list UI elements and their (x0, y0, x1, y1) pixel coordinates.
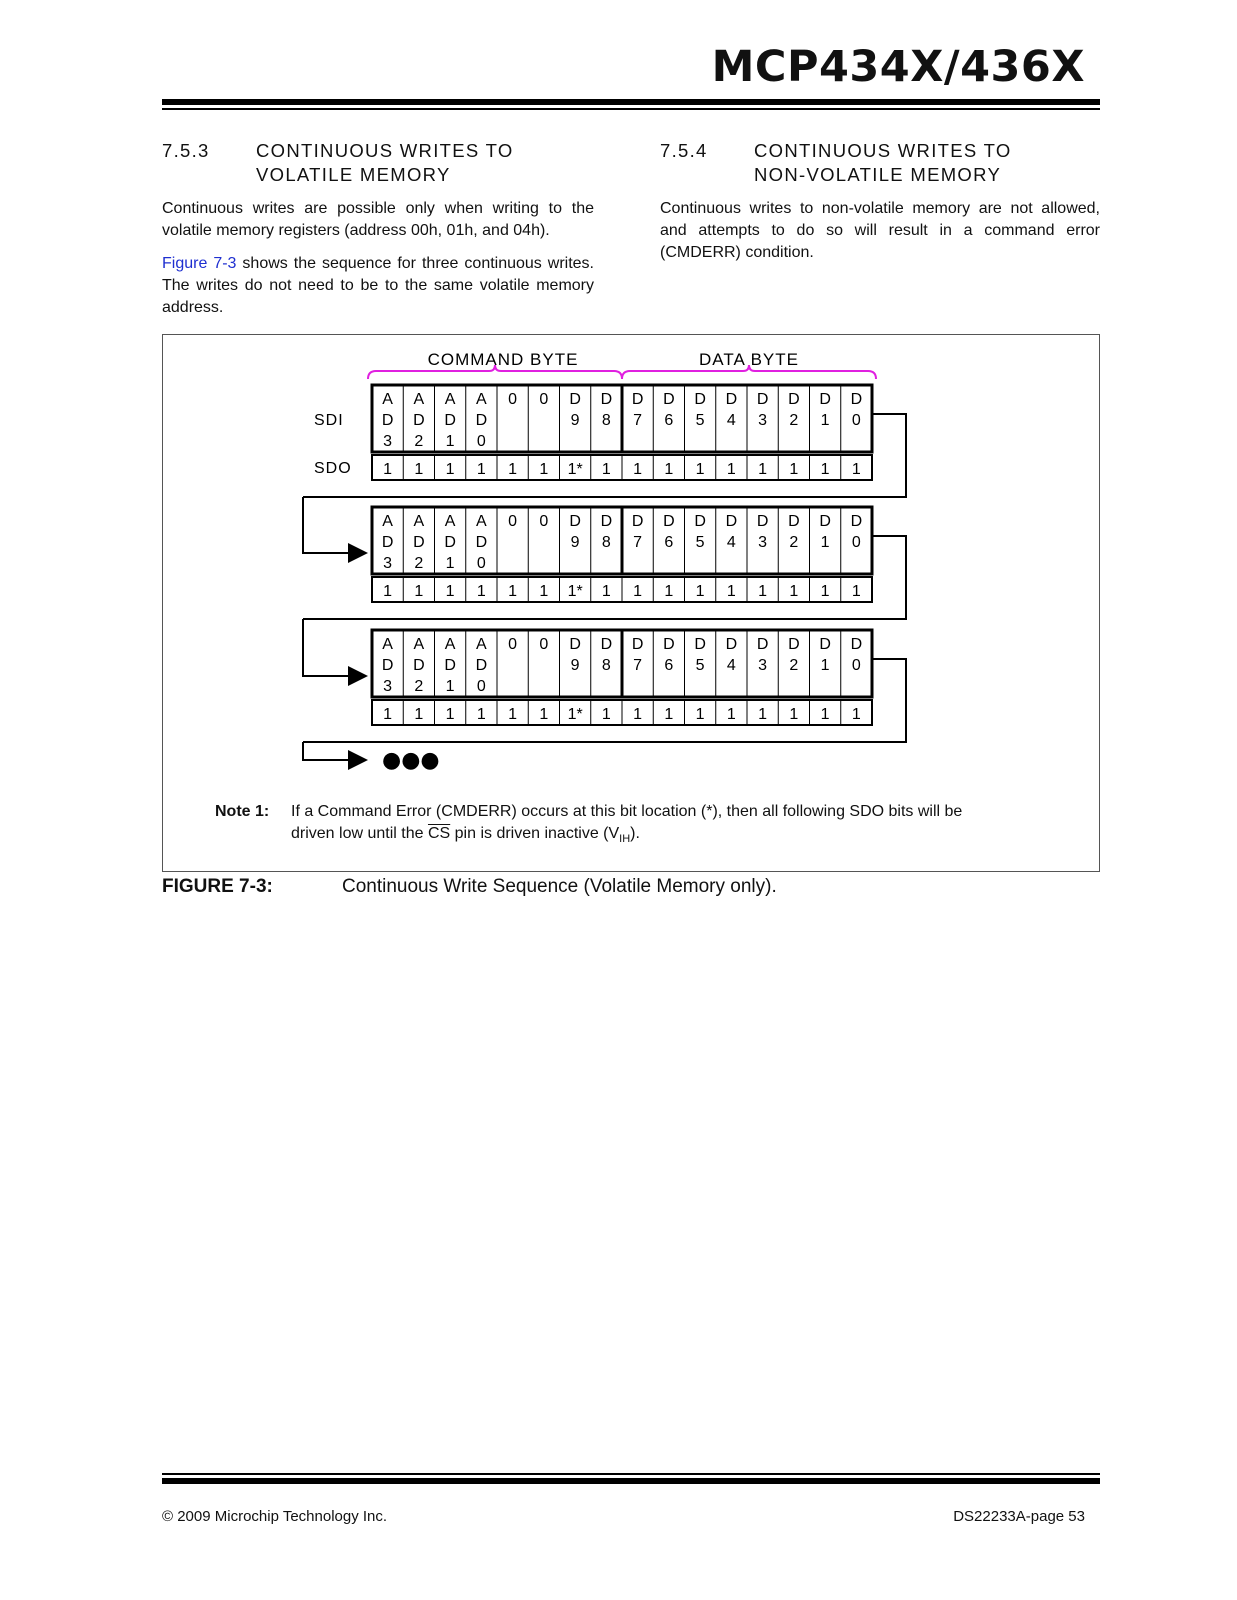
section-heading (660, 139, 1100, 187)
feed-arrow (303, 497, 366, 553)
document-title: MCP434X/436X (711, 42, 1085, 92)
figure-box (162, 334, 1100, 872)
sdi-bit: D 9 (569, 513, 581, 551)
sdo-bit: 1 (820, 583, 830, 600)
sdo-bit: 1 (383, 583, 393, 600)
sdo-bit: 1 (539, 583, 549, 600)
sdi-bit: D 3 (756, 636, 769, 674)
sdi-bit: D 5 (694, 391, 706, 429)
sdo-bit: 1 (633, 461, 643, 478)
sdi-bit: D 9 (569, 391, 581, 429)
sdo-bit: 1 (508, 706, 518, 723)
feed-arrow (303, 742, 366, 760)
sdi-bit: 0 (539, 636, 549, 653)
sdi-bit: D 6 (663, 391, 675, 429)
sdo-bit: 1 (664, 461, 674, 478)
sdi-bit: D 4 (725, 391, 738, 429)
copyright: © 2009 Microchip Technology Inc. (162, 1508, 388, 1525)
sdo-bit: 1 (695, 583, 705, 600)
sdo-bit: 1 (601, 706, 611, 723)
sdo-bit: 1 (851, 706, 861, 723)
note-label: Note 1: (215, 803, 270, 820)
sdi-bit: A D 2 (413, 513, 425, 572)
sdo-bit: 1 (664, 583, 674, 600)
sdi-bit: D 1 (819, 513, 831, 551)
sdo-bit: 1 (695, 706, 705, 723)
cs-signal: $\overline{CS}$ (427, 825, 451, 842)
sdi-bit: D 0 (850, 391, 863, 429)
sdo-bit: 1 (445, 583, 455, 600)
sdo-bit: 1* (567, 706, 583, 723)
footer-rule-thick (162, 1478, 1100, 1484)
section-title-line: CONTINUOUS WRITES TO (754, 140, 1012, 161)
sdo-bit: 1 (664, 706, 674, 723)
sdo-bit: 1 (789, 706, 799, 723)
sdi-bit: A D 1 (444, 513, 456, 572)
sdi-bit: 0 (508, 513, 518, 530)
sdi-label: SDI (314, 412, 344, 429)
figure-caption-text: Continuous Write Sequence (Volatile Memory only). (342, 876, 777, 897)
sdo-bit: 1 (539, 461, 549, 478)
sdi-bit: A D 3 (381, 513, 394, 572)
sdi-bit: D 5 (694, 513, 706, 551)
right-column (660, 139, 1100, 264)
sdo-bit: 1 (758, 583, 768, 600)
sdi-bit: D 7 (631, 513, 644, 551)
section-title-line: NON-VOLATILE MEMORY (754, 164, 1002, 185)
data-byte-brace (622, 365, 876, 379)
sdo-bit: 1 (758, 461, 768, 478)
sdo-bit: 1 (695, 461, 705, 478)
note-line: If a Command Error (CMDERR) occurs at this bit location (*), then all following SDO bits will be (291, 803, 963, 820)
sdo-bit: 1 (789, 461, 799, 478)
header-rule-thick (162, 99, 1100, 105)
bit-rows (303, 385, 906, 760)
section-number: 7.5.3 (162, 140, 210, 161)
paragraph: Continuous writes are possible only when writing to the volatile memory registers (address 00h, 01h, and 04h). (162, 200, 594, 239)
sdo-bit: 1 (476, 706, 486, 723)
sdo-bit: 1 (633, 583, 643, 600)
sdo-bit: 1* (567, 583, 583, 600)
sdo-bit: 1 (820, 461, 830, 478)
sdo-label: SDO (314, 460, 352, 477)
sdi-bit: A D 2 (413, 636, 425, 695)
sdo-bit: 1 (414, 461, 424, 478)
footer-rule-thin (162, 1473, 1100, 1475)
sdo-bit: 1 (726, 461, 736, 478)
note-text (291, 801, 1071, 850)
section-number: 7.5.4 (660, 140, 708, 161)
sdi-bit: A D 0 (475, 636, 488, 695)
note-line: driven low until the $\overline{CS}$ pin is driven inactive $(V_{IH})$. (291, 825, 640, 846)
sdo-bit: 1 (758, 706, 768, 723)
sdi-bit: D 1 (819, 391, 831, 429)
sdi-bit: D 3 (756, 513, 769, 551)
feed-arrow (303, 619, 366, 676)
sdi-bit: 0 (508, 636, 518, 653)
sdi-bit: D 8 (600, 636, 613, 674)
sdo-bit: 1 (445, 706, 455, 723)
paragraph-text: shows the sequence for three continuous writes. The writes do not need to be to the same volatile memory address. (162, 255, 595, 316)
sdo-bit: 1 (414, 706, 424, 723)
sdi-bit: D 2 (788, 636, 800, 674)
sdi-bit: A D 3 (381, 391, 394, 450)
sdo-bit: 1 (476, 583, 486, 600)
header-rule-thin (162, 108, 1100, 110)
sdi-bit: A D 1 (444, 636, 456, 695)
sdo-bit: 1 (601, 461, 611, 478)
sdo-bit: 1 (726, 706, 736, 723)
sdi-bit: D 0 (850, 636, 863, 674)
sdi-bit: D 5 (694, 636, 706, 674)
sdi-bit: D 7 (631, 636, 644, 674)
sdo-bit: 1 (508, 461, 518, 478)
sdi-bit: D 8 (600, 391, 613, 429)
sdo-bit: 1 (601, 583, 611, 600)
figure-caption (162, 876, 777, 898)
sdo-bit: 1 (508, 583, 518, 600)
sdi-bit: D 3 (756, 391, 769, 429)
sdo-bit: 1 (789, 583, 799, 600)
sdi-bit: A D 3 (381, 636, 394, 695)
sdi-bit: D 0 (850, 513, 863, 551)
left-column (162, 139, 594, 319)
sdo-bit: 1* (567, 461, 583, 478)
paragraph: Continuous writes to non-volatile memory are not allowed, and attempts to do so will result in a command error (CMDERR) condition. (660, 200, 1100, 261)
sdi-bit: 0 (539, 513, 549, 530)
section-heading (162, 139, 594, 187)
section-title-line: VOLATILE MEMORY (256, 164, 451, 185)
sdi-bit: D 8 (600, 513, 613, 551)
sdi-bit: D 6 (663, 636, 675, 674)
sdi-bit: A D 0 (475, 391, 488, 450)
sdi-bit: D 7 (631, 391, 644, 429)
sdi-bit: A D 0 (475, 513, 488, 572)
figure-caption-label: FIGURE 7-3: (162, 876, 273, 897)
continuous-write-diagram (163, 335, 1099, 871)
sdi-bit: D 4 (725, 513, 738, 551)
sdo-bit: 1 (726, 583, 736, 600)
figure-note (215, 801, 1071, 850)
sdi-bit: D 2 (788, 391, 800, 429)
data-byte-label: DATA BYTE (698, 350, 800, 369)
sdo-bit: 1 (383, 461, 393, 478)
sdi-bit: A D 1 (444, 391, 456, 450)
sdi-bit: 0 (508, 391, 518, 408)
command-byte-brace (368, 365, 622, 379)
sdo-bit: 1 (414, 583, 424, 600)
sdo-bit: 1 (820, 706, 830, 723)
sdi-bit: A D 2 (413, 391, 425, 450)
page-number: DS22233A-page 53 (953, 1508, 1085, 1525)
sdi-bit: D 6 (663, 513, 675, 551)
sdo-bit: 1 (445, 461, 455, 478)
continuation-dots: ●●● (382, 748, 440, 773)
sdo-bit: 1 (851, 461, 861, 478)
sdi-bit: 0 (539, 391, 549, 408)
sdo-bit: 1 (633, 706, 643, 723)
write-sequence-3 (303, 630, 906, 760)
sdi-bit: D 9 (569, 636, 581, 674)
paragraph (162, 253, 594, 319)
command-byte-label: COMMAND BYTE (427, 350, 579, 369)
sdo-bit: 1 (476, 461, 486, 478)
section-title-line: CONTINUOUS WRITES TO (256, 140, 514, 161)
sdo-bit: 1 (851, 583, 861, 600)
sdi-bit: D 4 (725, 636, 738, 674)
sdo-bit: 1 (539, 706, 549, 723)
sdo-bit: 1 (383, 706, 393, 723)
sdi-bit: D 1 (819, 636, 831, 674)
figure-link[interactable]: Figure 7-3 (162, 255, 237, 272)
sdi-bit: D 2 (788, 513, 800, 551)
